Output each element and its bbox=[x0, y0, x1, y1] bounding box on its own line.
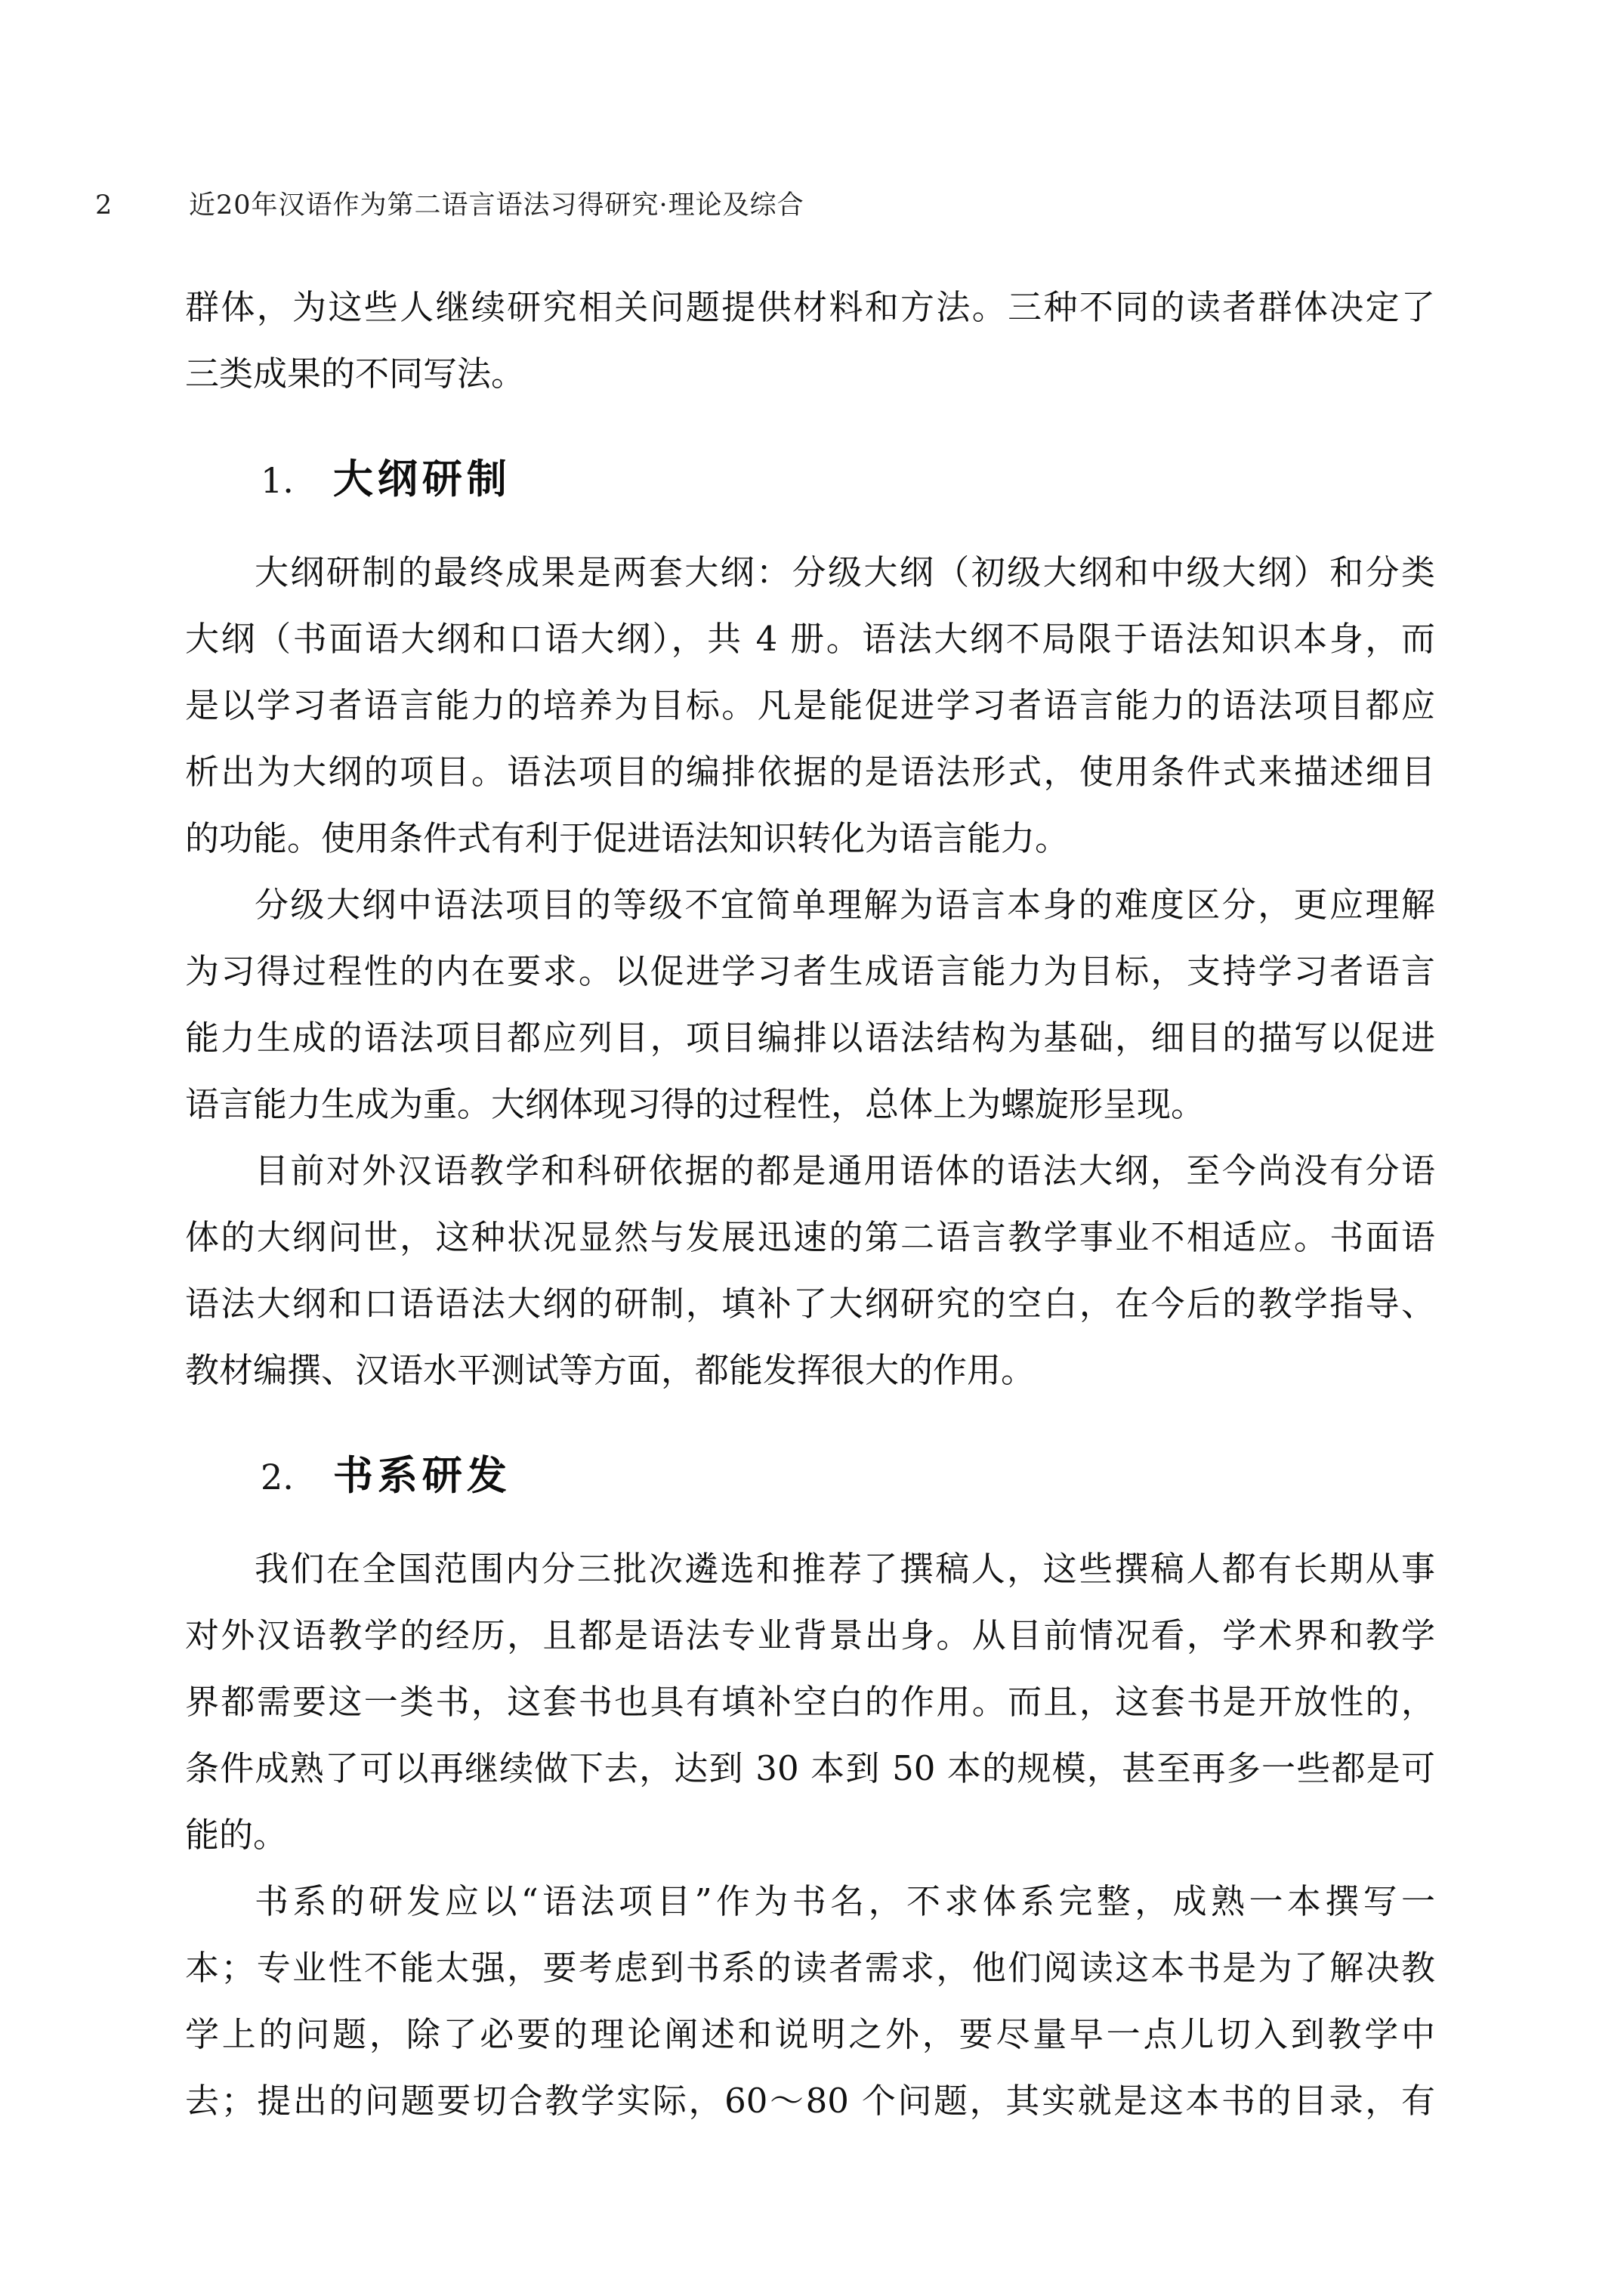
text-line: 大纲（书面语大纲和口语大纲），共 4 册。语法大纲不局限于语法知识本身，而 bbox=[185, 619, 1435, 659]
text-line: 界都需要这一类书，这套书也具有填补空白的作用。而且，这套书是开放性的， bbox=[185, 1682, 1435, 1722]
text-line: 的功能。使用条件式有利于促进语法知识转化为语言能力。 bbox=[185, 818, 1070, 858]
text-line: 大纲研制的最终成果是两套大纲：分级大纲（初级大纲和中级大纲）和分类 bbox=[255, 552, 1435, 592]
section-number: 1. bbox=[261, 460, 294, 501]
text-line: 语法大纲和口语语法大纲的研制，填补了大纲研究的空白，在今后的教学指导、 bbox=[185, 1284, 1435, 1324]
text-line: 能的。 bbox=[185, 1815, 288, 1855]
text-line: 目前对外汉语教学和科研依据的都是通用语体的语法大纲，至今尚没有分语 bbox=[255, 1151, 1435, 1191]
section1-paragraph-3 bbox=[185, 1138, 1435, 1404]
text-line: 去；提出的问题要切合教学实际，60～80 个问题，其实就是这本书的目录，有 bbox=[185, 2081, 1435, 2121]
running-header bbox=[95, 184, 804, 222]
text-line: 本；专业性不能太强，要考虑到书系的读者需求，他们阅读这本书是为了解决教 bbox=[185, 1948, 1435, 1988]
section1-paragraph-2 bbox=[185, 872, 1435, 1138]
intro-paragraph bbox=[185, 274, 1435, 407]
text-line: 我们在全国范围内分三批次遴选和推荐了撰稿人，这些撰稿人都有长期从事 bbox=[255, 1549, 1435, 1589]
section-heading-1 bbox=[261, 453, 1435, 505]
page-number: 2 bbox=[95, 190, 113, 221]
text-line: 分级大纲中语法项目的等级不宜简单理解为语言本身的难度区分，更应理解 bbox=[255, 885, 1435, 925]
text-line: 语言能力生成为重。大纲体现习得的过程性，总体上为螺旋形呈现。 bbox=[185, 1084, 1206, 1124]
running-title: 近20年汉语作为第二语言语法习得研究·理论及综合 bbox=[189, 190, 804, 221]
text-line: 条件成熟了可以再继续做下去，达到 30 本到 50 本的规模，甚至再多一些都是可 bbox=[185, 1748, 1435, 1788]
text-line: 对外汉语教学的经历，且都是语法专业背景出身。从目前情况看，学术界和教学 bbox=[185, 1615, 1435, 1655]
text-line: 体的大纲问世，这种状况显然与发展迅速的第二语言教学事业不相适应。书面语 bbox=[185, 1217, 1435, 1257]
section1-paragraph-1 bbox=[185, 539, 1435, 872]
text-line: 三类成果的不同写法。 bbox=[185, 354, 526, 394]
section-number: 2. bbox=[261, 1457, 294, 1497]
page-body bbox=[185, 274, 1435, 2134]
text-line: 为习得过程性的内在要求。以促进学习者生成语言能力为目标，支持学习者语言 bbox=[185, 951, 1435, 991]
text-line: 是以学习者语言能力的培养为目标。凡是能促进学习者语言能力的语法项目都应 bbox=[185, 685, 1435, 725]
text-line: 书系的研发应以“语法项目”作为书名，不求体系完整，成熟一本撰写一 bbox=[255, 1881, 1435, 1921]
text-line: 教材编撰、汉语水平测试等方面，都能发挥很大的作用。 bbox=[185, 1350, 1036, 1390]
section-heading-2 bbox=[261, 1449, 1435, 1502]
text-line: 学上的问题，除了必要的理论阐述和说明之外，要尽量早一点儿切入到教学中 bbox=[185, 2014, 1435, 2054]
section-title: 大纲研制 bbox=[332, 456, 511, 502]
text-line: 群体，为这些人继续研究相关问题提供材料和方法。三种不同的读者群体决定了 bbox=[185, 287, 1435, 327]
text-line: 能力生成的语法项目都应列目，项目编排以语法结构为基础，细目的描写以促进 bbox=[185, 1018, 1435, 1058]
section2-paragraph-1 bbox=[185, 1536, 1435, 1868]
section2-paragraph-2 bbox=[185, 1868, 1435, 2134]
text-line: 析出为大纲的项目。语法项目的编排依据的是语法形式，使用条件式来描述细目 bbox=[185, 752, 1435, 792]
section-title: 书系研发 bbox=[332, 1452, 511, 1499]
